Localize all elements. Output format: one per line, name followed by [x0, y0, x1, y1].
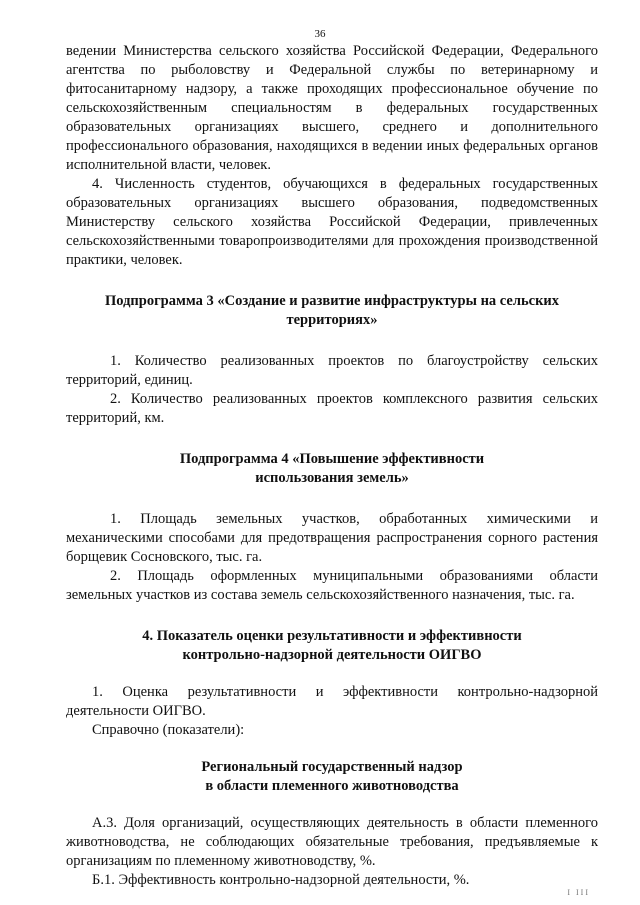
regional-supervision-title-line1: Региональный государственный надзор	[201, 759, 463, 775]
subprogram-4-item-2: 2. Площадь оформленных муниципальными образованиями области земельных участков из состава земель сельскохозяйственного назначения, тыс. га.	[66, 568, 598, 603]
section-4-item-1: 1. Оценка результативности и эффективности контрольно-надзорной деятельности ОИГВО.	[66, 684, 598, 719]
spacer	[66, 605, 598, 627]
subprogram-3-title-line2: территориях»	[286, 312, 378, 328]
page-number: 36	[314, 28, 326, 40]
subprogram-3-item-1: 1. Количество реализованных проектов по благоустройству сельских территорий, единиц.	[66, 353, 598, 388]
document-body	[66, 42, 598, 890]
continuation-paragraph: ведении Министерства сельского хозяйства Российской Федерации, Федерального агентства по рыболовству и Федеральной службы по ветеринарному и фитосанитарному надзору, а также проходящих профессиональное обучение по сельскохозяйственным специальностям в федеральных государственных образовательных организациях высшего, среднего и дополнительного профессионального образования, находящихся в ведении иных федеральных органов исполнительной власти, человек.	[66, 43, 598, 173]
spacer	[66, 488, 598, 510]
indicator-a3: А.3. Доля организаций, осуществляющих деятельность в области племенного животноводства, не соблюдающих обязательные требования, предъявляемые к организациям по племенному животноводству, %.	[66, 815, 598, 869]
section-4-title-line2: контрольно-надзорной деятельности ОИГВО	[182, 647, 482, 663]
subprogram-4-title	[66, 450, 598, 488]
subprogram-4-title-line2: использования земель»	[255, 470, 409, 486]
indicator-b1: Б.1. Эффективность контрольно-надзорной деятельности, %.	[92, 872, 470, 888]
spacer	[66, 740, 598, 758]
subprogram-4-item-1: 1. Площадь земельных участков, обработанных химическими и механическими способами для предотвращения распространения сорного растения борщевик Сосновского, тыс. га.	[66, 511, 598, 565]
section-4-title-line1: 4. Показатель оценки результативности и эффективности	[142, 628, 522, 644]
reference-label: Справочно (показатели):	[92, 722, 245, 738]
scan-mark: I III	[567, 888, 590, 897]
subprogram-3-item-2: 2. Количество реализованных проектов комплексного развития сельских территорий, км.	[66, 391, 598, 426]
item-4-paragraph: 4. Численность студентов, обучающихся в федеральных государственных образовательных организациях высшего образования, подведомственных Министерству сельского хозяйства Российской Федерации, привлеченных сельскохозяйственными товаропроизводителями для прохождения производственной практики, человек.	[66, 176, 598, 268]
subprogram-3-title	[66, 292, 598, 330]
spacer	[66, 428, 598, 450]
regional-supervision-title-line2: в области племенного животноводства	[205, 778, 459, 794]
spacer	[66, 665, 598, 683]
spacer	[66, 330, 598, 352]
subprogram-4-title-line1: Подпрограмма 4 «Повышение эффективности	[179, 451, 485, 467]
regional-supervision-title	[66, 758, 598, 796]
spacer	[66, 270, 598, 292]
subprogram-3-title-line1: Подпрограмма 3 «Создание и развитие инфраструктуры на сельских	[104, 293, 560, 309]
section-4-title	[66, 627, 598, 665]
spacer	[66, 796, 598, 814]
